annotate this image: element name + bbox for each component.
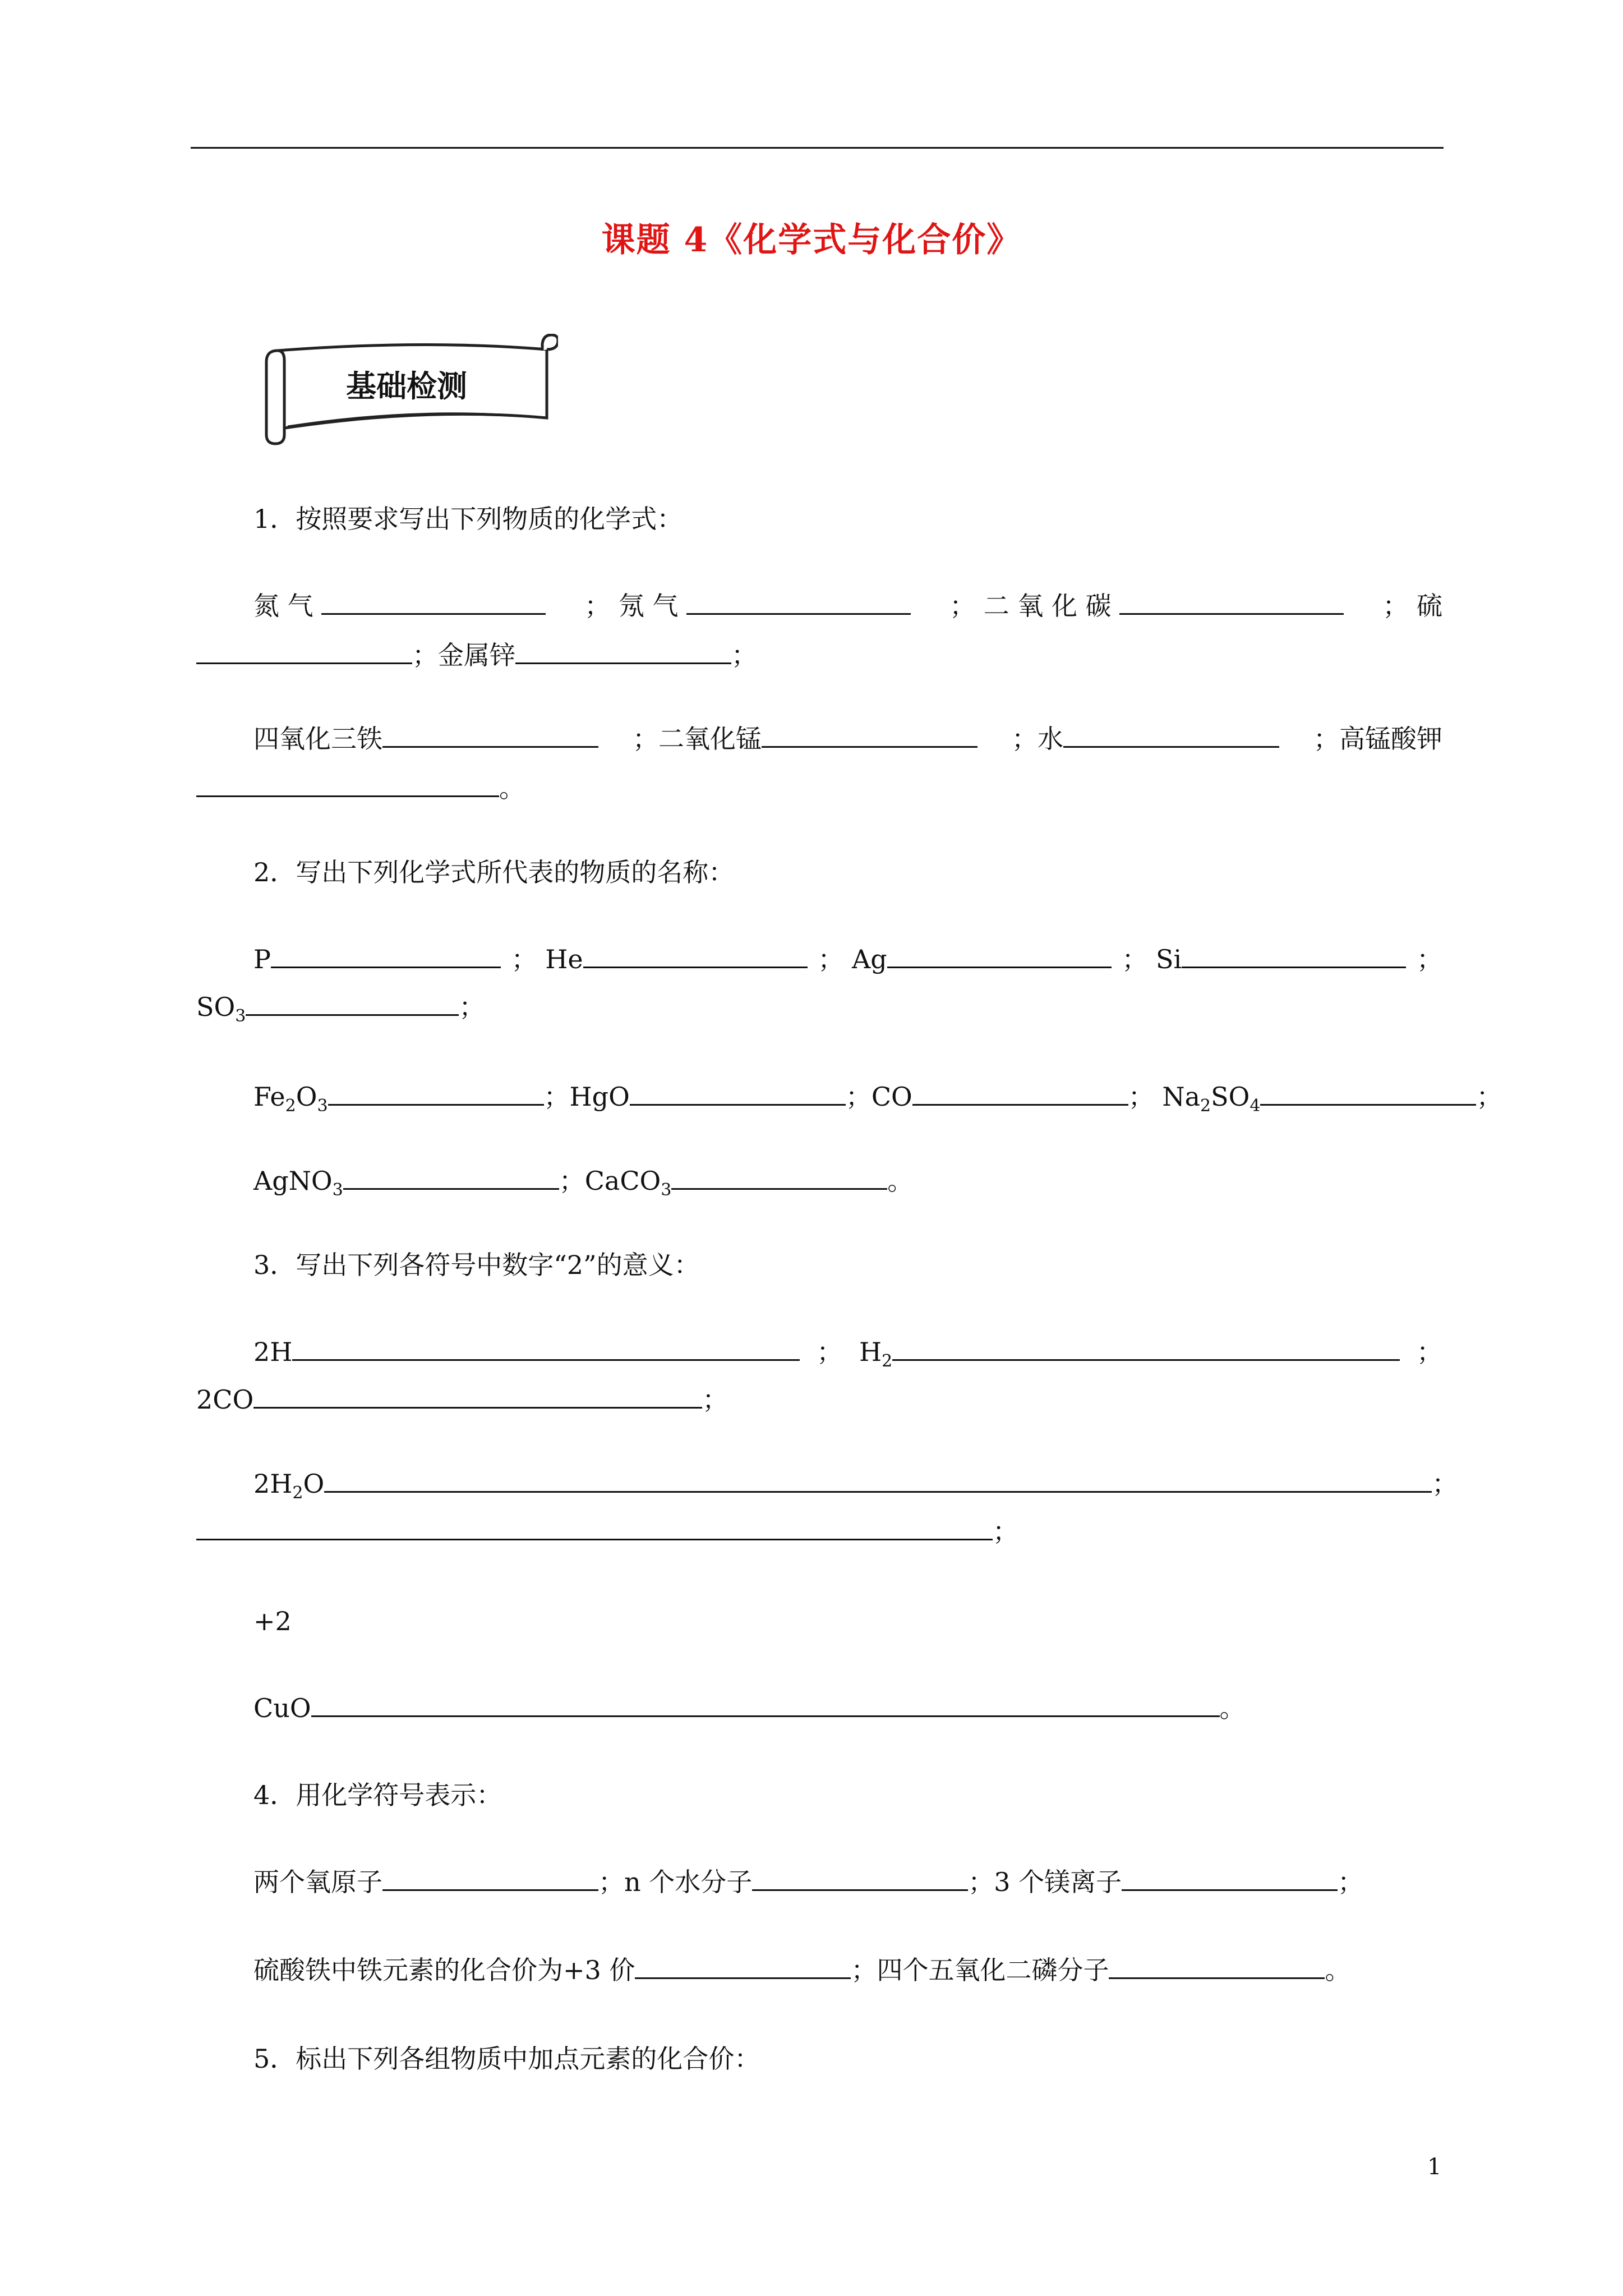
answer-blank[interactable] — [583, 943, 808, 968]
q1-row1-cont: ；金属锌 ； — [196, 638, 1441, 672]
q5-prompt: 5．标出下列各组物质中加点元素的化合价： — [253, 2044, 760, 2074]
q1-row1: 氮 气 ； 氖 气 ； 二 氧 化 碳 ； 硫 — [253, 591, 1442, 621]
q2-row1: P ； He ； Ag ； Si ； — [253, 944, 1442, 974]
q4-row2: 硫酸铁中铁元素的化合价为+3 价 ；四个五氧化二磷分子 。 — [253, 1955, 1351, 1985]
answer-blank[interactable] — [324, 1467, 1432, 1493]
q3-row2: $2H_2O$ ； — [253, 1469, 1458, 1503]
answer-blank[interactable] — [343, 1165, 559, 1190]
q1-row2: 四氧化三铁 ；二氧化锰 ；水 ；高锰酸钾 — [253, 724, 1442, 754]
answer-blank[interactable] — [671, 1165, 887, 1190]
page-title: 课题 4《化学式与化合价》 — [601, 220, 1022, 260]
section-banner — [255, 334, 558, 446]
q2-prompt: 2．写出下列化学式所代表的物质的名称： — [253, 857, 735, 887]
answer-blank[interactable] — [382, 1866, 598, 1891]
answer-blank[interactable] — [196, 772, 499, 797]
answer-blank[interactable] — [196, 1515, 993, 1540]
answer-blank[interactable] — [246, 991, 459, 1016]
answer-blank[interactable] — [1119, 590, 1344, 615]
q2-row2: $Fe_2O_3$ ；HgO ；CO ； $Na_2SO_4$ ； — [253, 1082, 1502, 1116]
answer-blank[interactable] — [321, 590, 546, 615]
answer-blank[interactable] — [1122, 1866, 1338, 1891]
answer-blank[interactable] — [892, 1336, 1400, 1361]
answer-blank[interactable] — [196, 639, 412, 664]
answer-blank[interactable] — [253, 1383, 702, 1409]
header-rule — [191, 147, 1444, 149]
answer-blank[interactable] — [912, 1080, 1128, 1106]
answer-blank[interactable] — [271, 943, 501, 968]
answer-blank[interactable] — [887, 943, 1112, 968]
q3-row1-cont: 2CO ； — [196, 1384, 728, 1415]
answer-blank[interactable] — [686, 590, 911, 615]
q2-row1-cont: $SO_3$ ； — [196, 992, 485, 1026]
answer-blank[interactable] — [515, 639, 731, 664]
answer-blank[interactable] — [630, 1080, 846, 1106]
answer-blank[interactable] — [1109, 1954, 1325, 1979]
answer-blank[interactable] — [1182, 943, 1406, 968]
answer-blank[interactable] — [1063, 723, 1279, 748]
q1-row2-cont: 。 — [196, 771, 1441, 805]
q3-charge: +2 — [253, 1606, 292, 1636]
q1-prompt: 1．按照要求写出下列物质的化学式： — [253, 504, 683, 534]
q3-row3: CuO 。 — [253, 1693, 1246, 1723]
q4-prompt: 4．用化学符号表示： — [253, 1780, 502, 1810]
q3-row1: 2H ； $H_2$ ； — [253, 1337, 1442, 1371]
answer-blank[interactable] — [292, 1336, 800, 1361]
q4-row1: 两个氧原子 ；n 个水分子 ；3 个镁离子 ； — [253, 1867, 1364, 1897]
answer-blank[interactable] — [311, 1692, 1220, 1717]
answer-blank[interactable] — [762, 723, 978, 748]
q3-row2-cont: ； — [196, 1515, 1441, 1548]
answer-blank[interactable] — [635, 1954, 851, 1979]
answer-blank[interactable] — [752, 1866, 968, 1891]
answer-blank[interactable] — [382, 723, 598, 748]
answer-blank[interactable] — [328, 1080, 544, 1106]
banner-label: 基础检测 — [346, 368, 467, 404]
page-number: 1 — [1427, 2154, 1442, 2180]
q2-row3: AgNO$_3$ ；CaCO$_3$ 。 — [253, 1166, 914, 1200]
answer-blank[interactable] — [1260, 1080, 1476, 1106]
q3-prompt: 3．写出下列各符号中数字“2”的意义： — [253, 1250, 700, 1280]
